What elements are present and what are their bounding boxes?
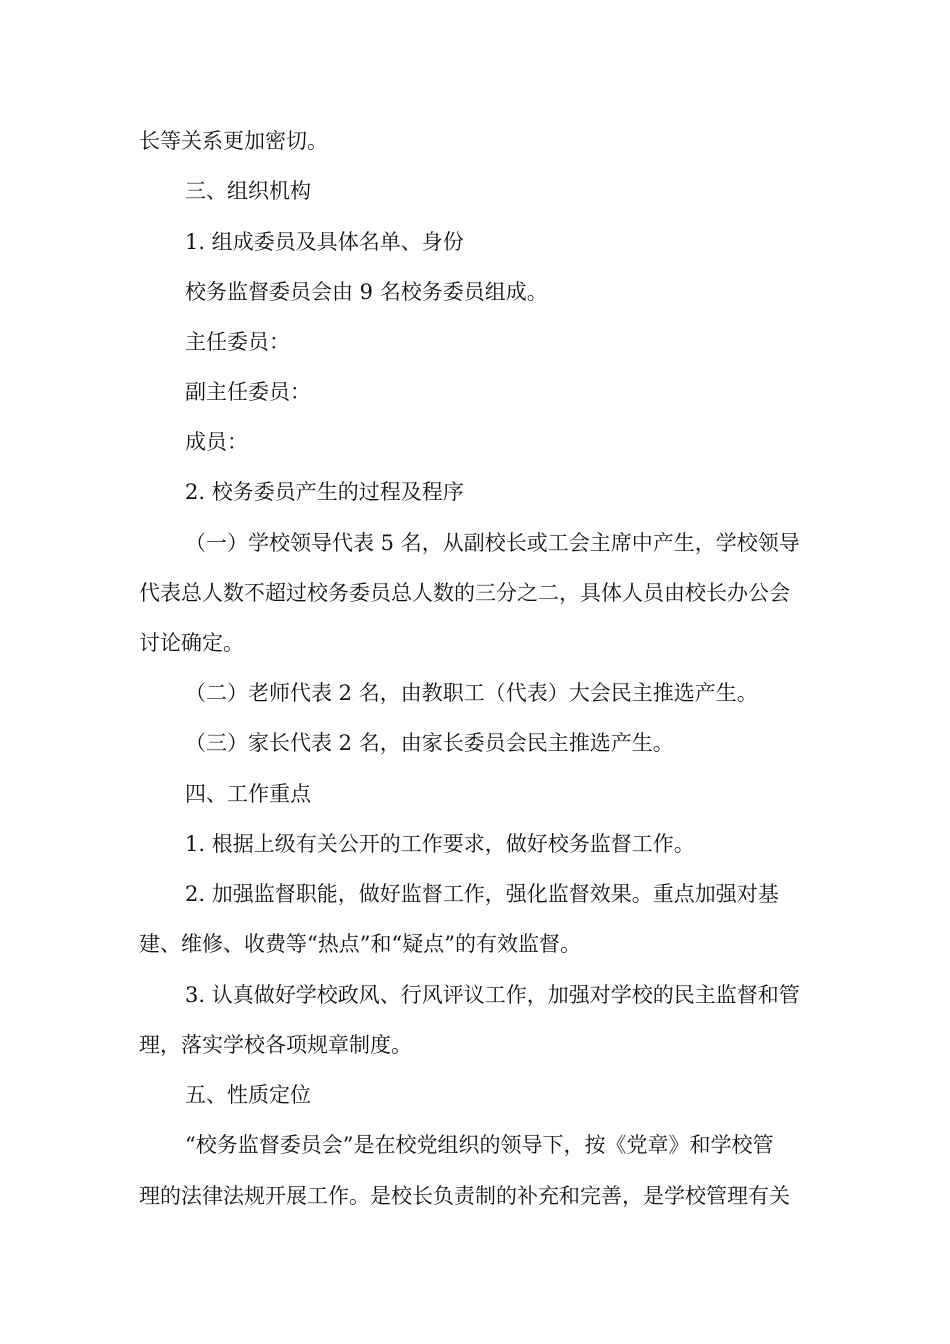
paragraph-leader-representatives: （一）学校领导代表 5 名，从副校长或工会主席中产生，学校领导: [185, 531, 800, 555]
paragraph-nature: “校务监督委员会”是在校党组织的领导下，按《党章》和学校管: [185, 1133, 774, 1157]
work-item-3: 3. 认真做好学校政风、行风评议工作，加强对学校的民主监督和管: [185, 983, 800, 1007]
paragraph-leader-representatives-cont: 代表总人数不超过校务委员总人数的三分之二，具体人员由校长办公会: [139, 581, 790, 605]
work-item-1: 1. 根据上级有关公开的工作要求，做好校务监督工作。: [185, 832, 695, 856]
paragraph-committee-size: 校务监督委员会由 9 名校务委员组成。: [185, 280, 548, 304]
paragraph-parent-representatives: （三）家长代表 2 名，由家长委员会民主推选产生。: [185, 731, 674, 755]
paragraph-teacher-representatives: （二）老师代表 2 名，由教职工（代表）大会民主推选产生。: [185, 681, 758, 705]
label-members: 成员：: [185, 430, 248, 454]
section-heading-5: 五、性质定位: [185, 1083, 311, 1107]
section-heading-3: 三、组织机构: [185, 179, 311, 203]
work-item-2-cont: 建、维修、收费等“热点”和“疑点”的有效监督。: [139, 932, 581, 956]
continued-paragraph-end: 长等关系更加密切。: [139, 129, 328, 153]
section-heading-4: 四、工作重点: [185, 782, 311, 806]
work-item-2: 2. 加强监督职能，做好监督工作，强化监督效果。重点加强对基: [185, 882, 779, 906]
paragraph-leader-representatives-end: 讨论确定。: [139, 631, 244, 655]
paragraph-nature-cont: 理的法律法规开展工作。是校长负责制的补充和完善，是学校管理有关: [139, 1184, 790, 1208]
label-vice-chair-member: 副主任委员：: [185, 380, 311, 404]
subheading-3-1: 1. 组成委员及具体名单、身份: [185, 230, 464, 254]
work-item-3-cont: 理，落实学校各项规章制度。: [139, 1033, 412, 1057]
subheading-3-2: 2. 校务委员产生的过程及程序: [185, 480, 464, 504]
label-chair-member: 主任委员：: [185, 330, 290, 354]
